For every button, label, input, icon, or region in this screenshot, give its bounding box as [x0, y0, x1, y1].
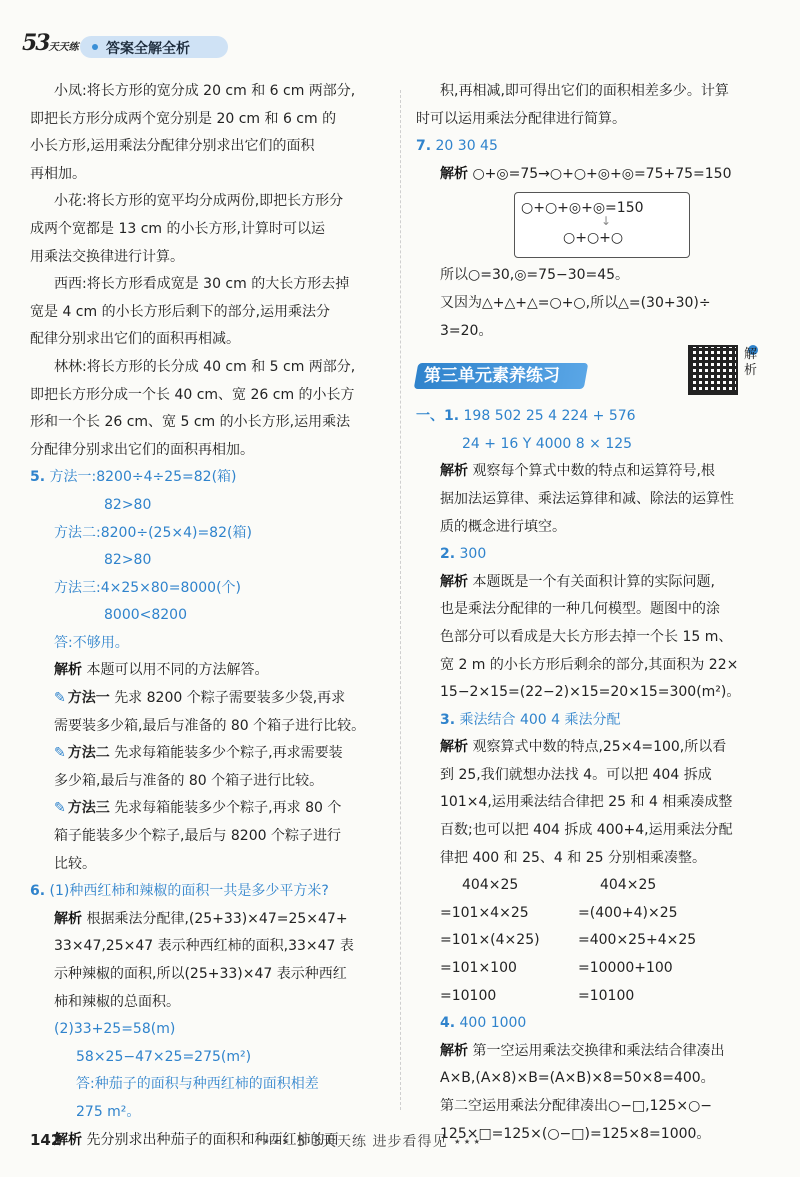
text-line: 形和一个长 26 cm、宽 5 cm 的小长方形,运用乘法 [30, 414, 351, 431]
comparison: 8000<8200 [104, 607, 187, 624]
text-line: 宽 2 m 的小长方形后剩余的部分,其面积为 22× [440, 656, 739, 673]
text-line: 据加法运算律、乘法运算律和减、除法的运算性 [440, 490, 734, 507]
diagram-line: ○+○+○ [563, 230, 624, 247]
equation: 58×25−47×25=275(m²) [76, 1048, 252, 1065]
section-1-q1: 一、1. 198 502 25 4 224 + 576 [416, 408, 636, 425]
question-5-method-1: 5. 方法一:8200÷4÷25=82(箱) [30, 469, 237, 486]
comparison: 82>80 [104, 552, 152, 569]
text-line: 即把长方形分成两个宽分别是 20 cm 和 6 cm 的 [30, 110, 337, 127]
text-line: 多少箱,最后与准备的 80 个箱子进行比较。 [54, 772, 324, 789]
text-line: 比较。 [54, 855, 96, 872]
text-line: 33×47,25×47 表示种西红柿的面积,33×47 表 [54, 938, 354, 955]
text-line: 又因为△+△+△=○+○,所以△=(30+30)÷ [440, 294, 711, 311]
calc-row: =101×100 =10000+100 [440, 960, 673, 977]
analysis: 解析 第一空运用乘法交换律和乘法结合律凑出 [440, 1042, 725, 1059]
question-6: 6. (1)种西红柿和辣椒的面积一共是多少平方米? [30, 883, 329, 900]
text-line: 也是乘法分配律的一种几何模型。题图中的涂 [440, 601, 720, 618]
footer-slogan: ⋆⋆⋆ 5·3天天练 进步看得见 ⋆⋆⋆ [262, 1134, 483, 1150]
text-line: 小花:将长方形的宽平均分成两份,即把长方形分 [54, 193, 344, 210]
text-line: 质的概念进行填空。 [440, 518, 566, 535]
text-line: 15−2×15=(22−2)×15=20×15=300(m²)。 [440, 684, 741, 701]
text-line: 小长方形,运用乘法分配律分别求出它们的面积 [30, 138, 315, 155]
question-5-method-2: 方法二:8200÷(25×4)=82(箱) [54, 524, 252, 541]
method-note: ✎ 方法二 先求每箱能装多少个粽子,再求需要装 [54, 745, 343, 762]
text-line: 西西:将长方形看成宽是 30 cm 的大长方形去掉 [54, 276, 350, 293]
text-line: 时可以运用乘法分配律进行简算。 [416, 110, 626, 127]
arrow-down-icon: ↓ [601, 214, 612, 229]
section-1-q2: 2. 300 [440, 546, 487, 563]
text-line: 101×4,运用乘法结合律把 25 和 4 相乘凑成整 [440, 794, 733, 811]
calc-row: =10100 =10100 [440, 987, 635, 1004]
pen-icon: ✎ [54, 800, 66, 817]
analysis: 解析 观察每个算式中数的特点和运算符号,根 [440, 463, 715, 480]
question-6-part-2: (2)33+25=58(m) [54, 1021, 176, 1038]
calc-diagram [514, 192, 690, 258]
text-line: 用乘法交换律进行计算。 [30, 248, 184, 265]
analysis: 解析 本题既是一个有关面积计算的实际问题, [440, 573, 715, 590]
text-line: 第二空运用乘法分配律凑出○−□,125×○− [440, 1098, 713, 1114]
text-line: 配律分别求出它们的面积再相减。 [30, 331, 240, 348]
banner-title: 答案全解全析 [106, 41, 190, 57]
text-line: 色部分可以看成是大长方形去掉一个长 15 m、 [440, 628, 733, 645]
text-line: A×B,(A×8)×B=(A×B)×8=50×8=400。 [440, 1070, 715, 1087]
left-column [30, 78, 390, 1154]
text-line: 百数;也可以把 404 拆成 400+4,运用乘法分配 [440, 822, 733, 839]
section-1-q3: 3. 乘法结合 400 4 乘法分配 [440, 711, 621, 728]
text-line: 再相加。 [30, 165, 86, 182]
text-line: 成两个宽都是 13 cm 的小长方形,计算时可以运 [30, 220, 325, 237]
qr-code-icon[interactable] [688, 345, 738, 395]
page-footer [0, 1131, 800, 1155]
text-line: 到 25,我们就想办法找 4。可以把 404 拆成 [440, 766, 712, 783]
qr-label: 解析 [744, 347, 758, 379]
answer: 275 m²。 [76, 1103, 141, 1120]
calc-row: =101×4×25 =(400+4)×25 [440, 904, 678, 921]
question-7: 7. 20 30 45 [416, 138, 498, 155]
brand-logo: 53天天练 [22, 30, 79, 56]
text-line: 柿和辣椒的总面积。 [54, 993, 180, 1010]
method-note: ✎ 方法三 先求每箱能装多少个粽子,再求 80 个 [54, 800, 342, 817]
pen-icon: ✎ [54, 745, 66, 762]
page-number: 142 [30, 1131, 62, 1149]
text-line: 125×□=125×(○−□)=125×8=1000。 [440, 1125, 711, 1142]
text-line: 小凤:将长方形的宽分成 20 cm 和 6 cm 两部分, [54, 83, 356, 99]
analysis: 解析 根据乘法分配律,(25+33)×47=25×47+ [54, 910, 348, 927]
unit-heading [416, 347, 766, 397]
unit-title: 第三单元素养练习 [424, 366, 560, 387]
text-line: 分配律分别求出它们的面积再相加。 [30, 441, 254, 458]
text-line: 所以○=30,◎=75−30=45。 [440, 267, 630, 284]
text-line: 箱子能装多少个粽子,最后与 8200 个粽子进行 [54, 828, 341, 845]
text-line: 示种辣椒的面积,所以(25+33)×47 表示种西红 [54, 966, 347, 982]
analysis: 解析 先分别求出种茄子的面积和种西红柿的面 [54, 1131, 339, 1148]
comparison: 82>80 [104, 496, 152, 513]
question-5-method-3: 方法三:4×25×80=8000(个) [54, 579, 241, 596]
column-divider [400, 90, 401, 1110]
pen-icon: ✎ [54, 690, 66, 707]
text-line: 林林:将长方形的长分成 40 cm 和 5 cm 两部分, [54, 358, 356, 375]
header-banner [80, 36, 228, 58]
text-line: 即把长方形分成一个长 40 cm、宽 26 cm 的小长方 [30, 386, 355, 403]
bullet-icon [92, 44, 98, 50]
analysis: 解析 本题可以用不同的方法解答。 [54, 662, 269, 679]
calc-row: =101×(4×25) =400×25+4×25 [440, 932, 697, 949]
text-line: 宽是 4 cm 的小长方形后剩下的部分,运用乘法分 [30, 303, 331, 320]
calc-row: 404×25 404×25 [462, 877, 657, 894]
answer: 答:种茄子的面积与种西红柿的面积相差 [76, 1076, 319, 1093]
text-line: 3=20。 [440, 322, 493, 339]
answer-line: 24 + 16 Y 4000 8 × 125 [462, 435, 633, 452]
analysis: 解析 ○+◎=75→○+○+◎+◎=75+75=150 [440, 165, 732, 182]
right-column [416, 78, 766, 1148]
section-1-q4: 4. 400 1000 [440, 1015, 527, 1032]
method-note: ✎ 方法一 先求 8200 个粽子需要装多少袋,再求 [54, 690, 346, 707]
text-line: 律把 400 和 25、4 和 25 分别相乘凑整。 [440, 849, 706, 866]
text-line: 积,再相减,即可得出它们的面积相差多少。计算 [440, 83, 729, 99]
analysis: 解析 观察算式中数的特点,25×4=100,所以看 [440, 739, 727, 756]
answer: 答:不够用。 [54, 634, 129, 651]
diagram-line: ○+○+◎+◎=150 [521, 200, 644, 217]
text-line: 需要装多少箱,最后与准备的 80 个箱子进行比较。 [54, 717, 366, 734]
